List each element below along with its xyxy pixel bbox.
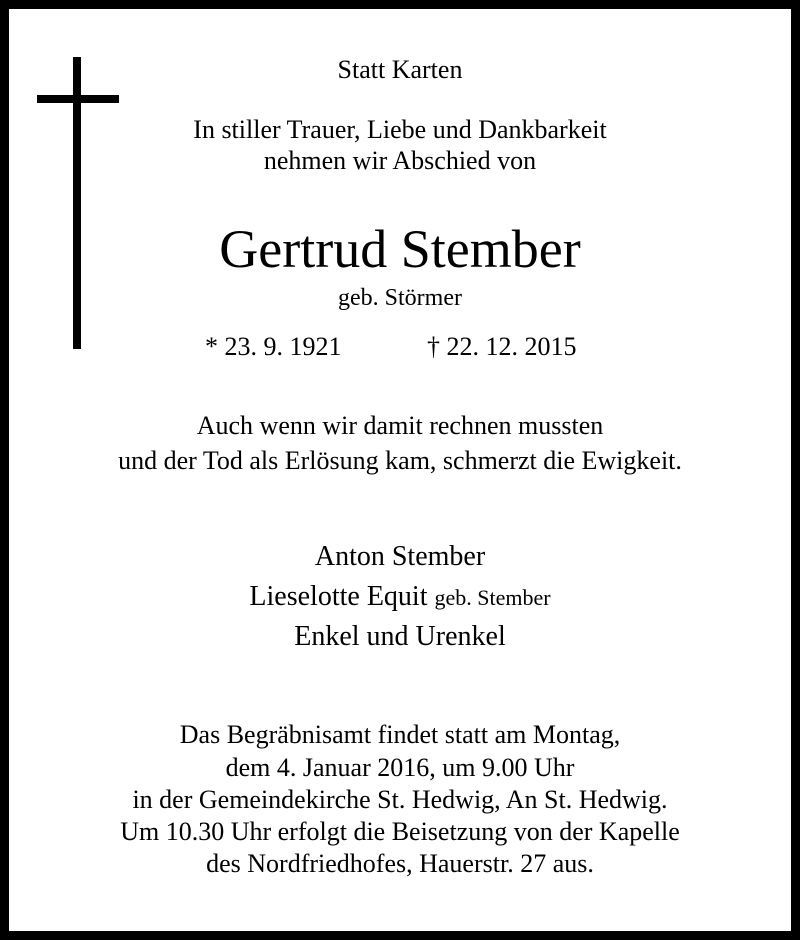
mourner-2 xyxy=(0,583,800,611)
funeral-line-3: in der Gemeindekirche St. Hedwig, An St. Hedwig. xyxy=(132,785,668,814)
funeral-line-5: des Nordfriedhofes, Hauerstr. 27 aus. xyxy=(206,849,594,878)
mourner-1: Anton Stember xyxy=(314,541,486,572)
death-date: † 22. 12. 2015 xyxy=(427,332,577,361)
cross-horizontal-bar xyxy=(37,95,119,103)
funeral-line-2: dem 4. Januar 2016, um 9.00 Uhr xyxy=(225,753,575,782)
mourner-2-name: Lieselotte Equit xyxy=(249,581,428,612)
birth-date: * 23. 9. 1921 xyxy=(205,332,342,361)
mourner-2-birth-name: geb. Stember xyxy=(434,585,551,610)
intro-line-2: nehmen wir Abschied von xyxy=(263,146,537,175)
mourner-3: Enkel und Urenkel xyxy=(294,621,506,652)
quote-line-2: und der Tod als Erlösung kam, schmerzt die Ewigkeit. xyxy=(118,446,682,475)
intro-line-1: In stiller Trauer, Liebe und Dankbarkeit xyxy=(193,115,607,144)
deceased-name: Gertrud Stember xyxy=(219,219,581,279)
header-statt-karten: Statt Karten xyxy=(337,55,463,84)
quote-line-1: Auch wenn wir damit rechnen mussten xyxy=(196,411,604,440)
funeral-line-1: Das Begräbnisamt findet statt am Montag, xyxy=(179,720,621,749)
birth-name: geb. Störmer xyxy=(338,285,462,311)
funeral-line-4: Um 10.30 Uhr erfolgt die Beisetzung von der Kapelle xyxy=(120,817,680,846)
